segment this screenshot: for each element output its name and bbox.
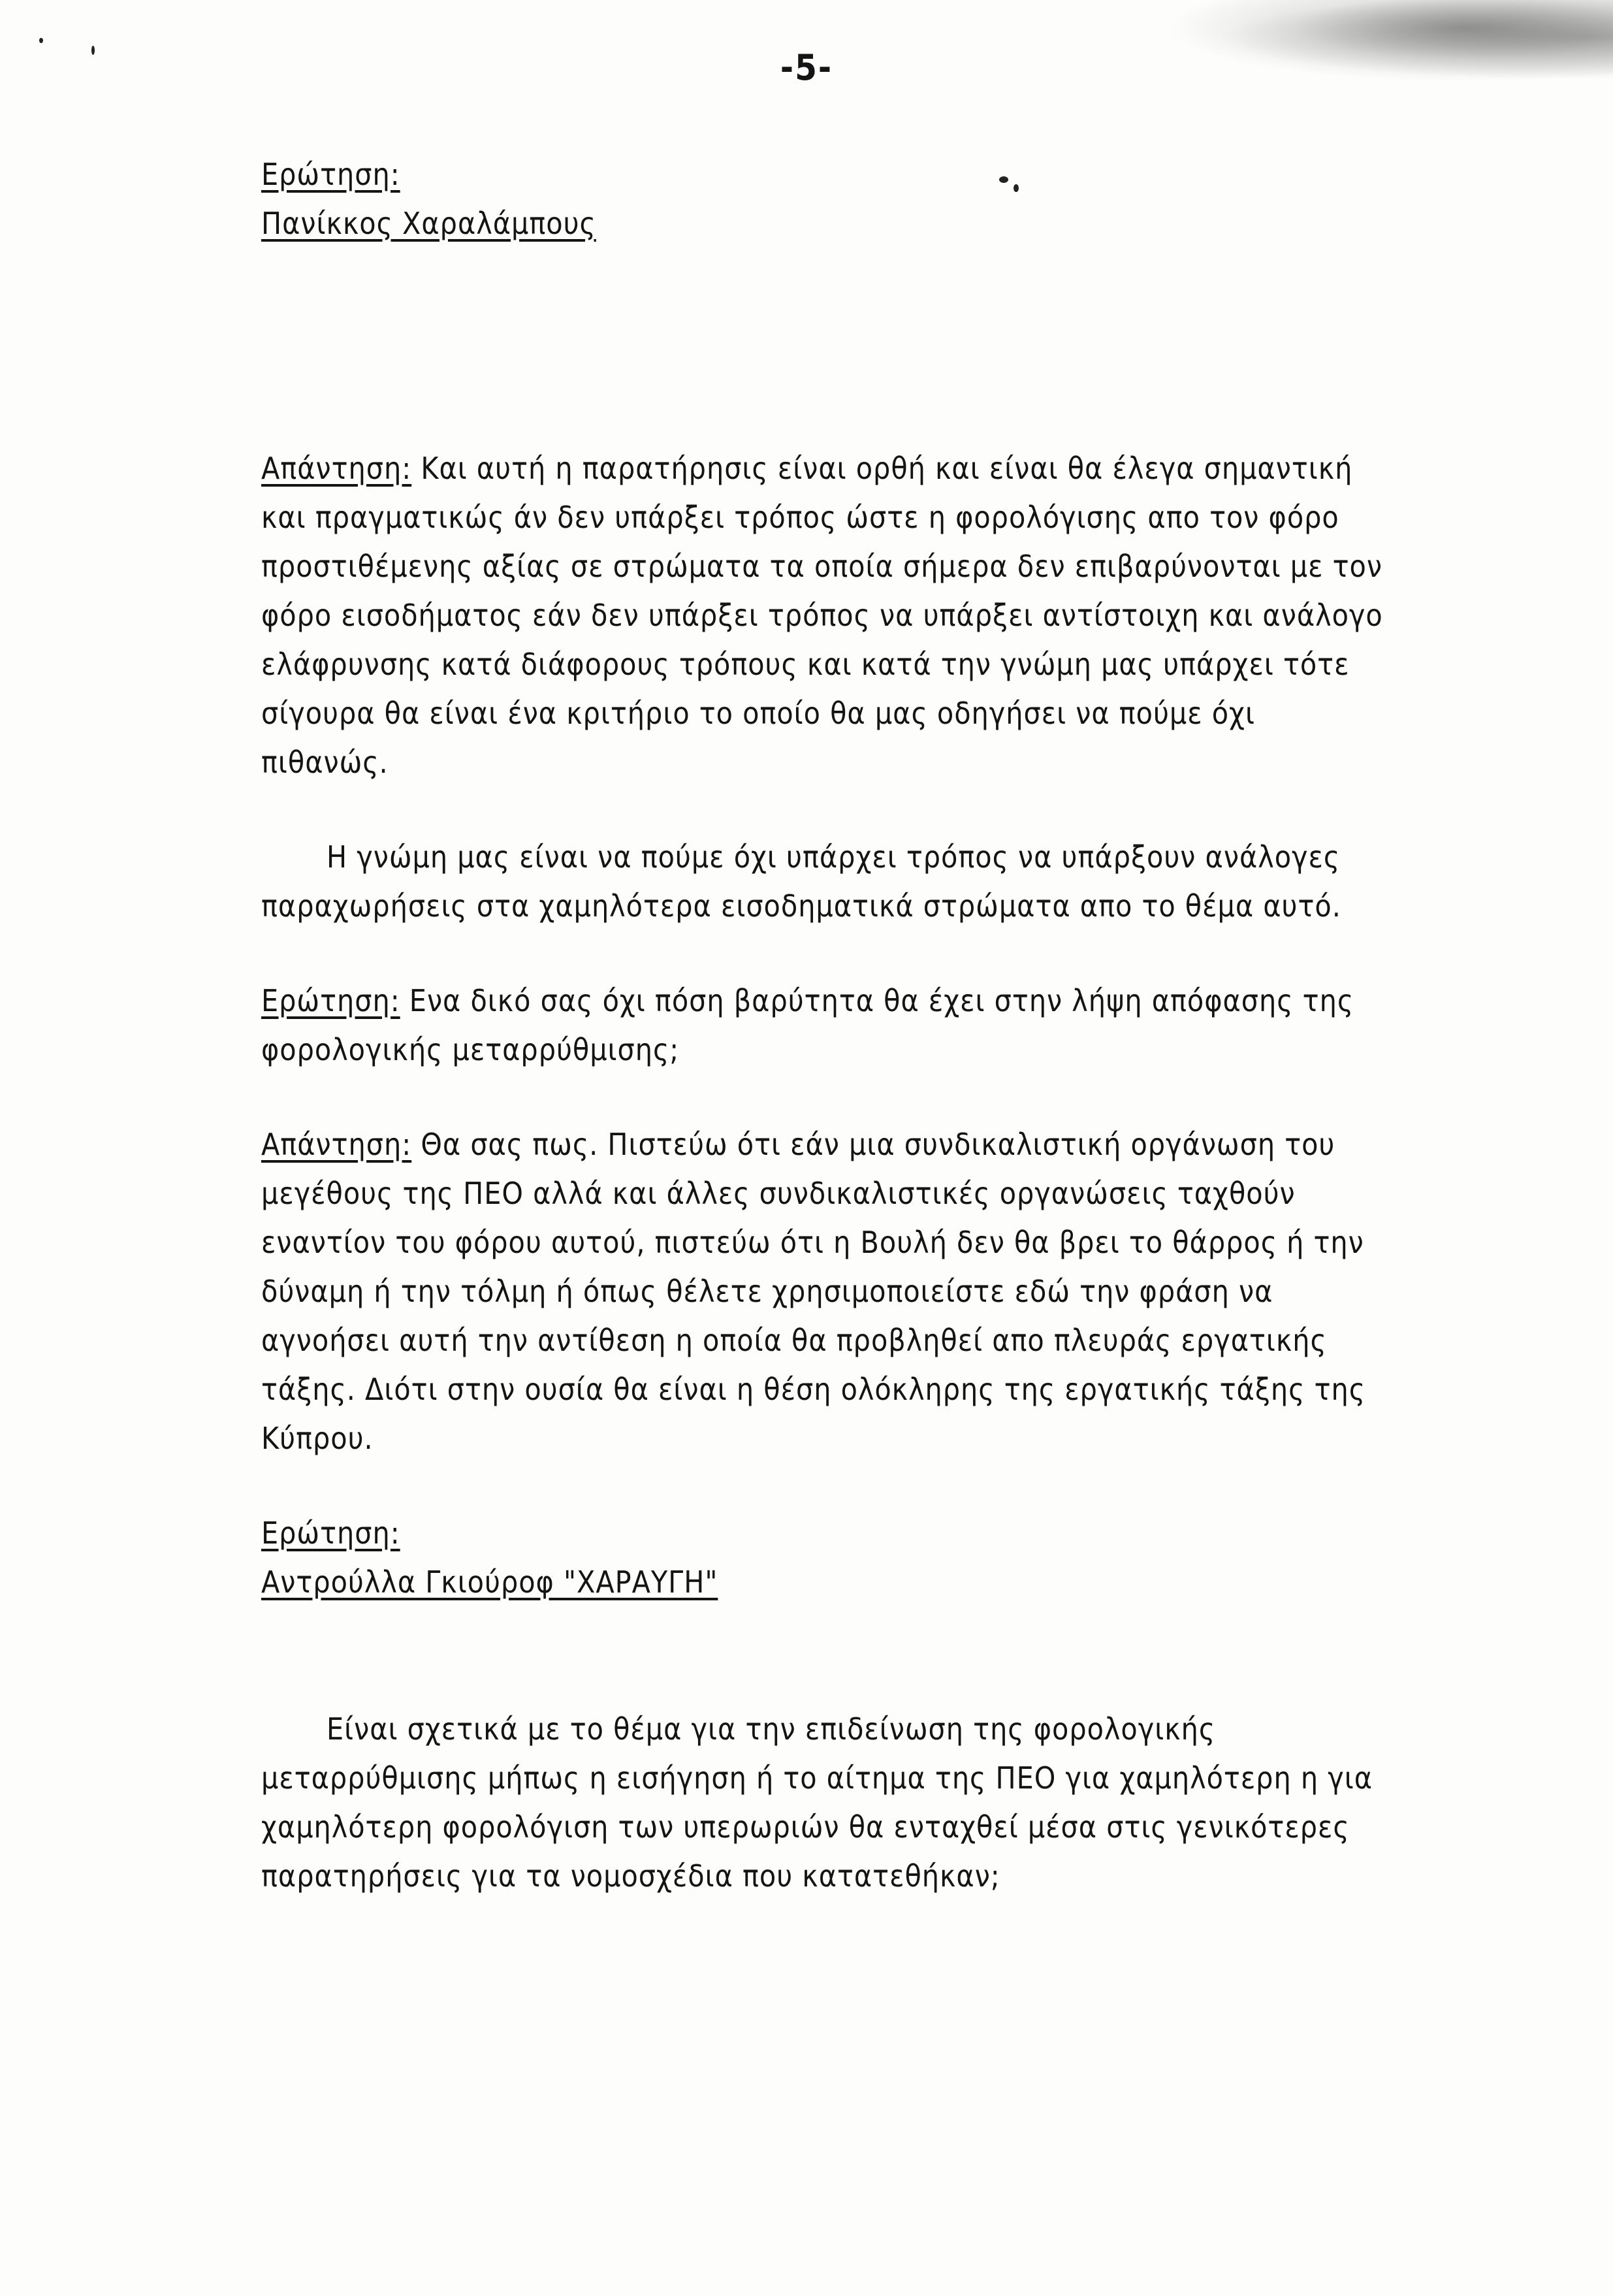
question-text: Ενα δικό σας όχι πόση βαρύτητα θα έχει στην λήψη απόφασης της φορολογικής μεταρρύθμισης; [261, 983, 1354, 1067]
question-paragraph [261, 977, 1384, 1075]
speaker-name: Αντρούλλα Γκιούροφ "ΧΑΡΑΥΓΗ" [261, 1564, 718, 1600]
transcript-body [261, 150, 1384, 1901]
question-label: Ερώτηση: [261, 1515, 400, 1551]
body-paragraph: Είναι σχετικά με το θέμα για την επιδείνωση της φορολογικής μεταρρύθμισης μήπως η εισήγηση ή το αίτημα της ΠΕΟ για χαμηλότερη η για χαμηλότερη φορολόγιση των υπερωριών θα ενταχθεί μέσα στις γενικότερες παρατηρήσεις για τα νομοσχέδια που κατατεθήκαν; [261, 1711, 1373, 1894]
answer-text: Θα σας πως. Πιστεύω ότι εάν μια συνδικαλιστική οργάνωση του μεγέθους της ΠΕΟ αλλά και άλλες συνδικαλιστικές οργανώσεις ταχθούν εναντίον του φόρου αυτού, πιστεύω ότι η Βουλή δεν θα βρει το θάρρος ή την δύναμη ή την τόλμη ή όπως θέλετε χρησιμοποιείστε εδώ την φράση να αγνοήσει αυτή την αντίθεση η οποία θα προβληθεί απο πλευράς εργατικής τάξης. Διότι στην ουσία θα είναι η θέση ολόκληρης της εργατικής τάξης της Κύπρου. [261, 1127, 1365, 1456]
answer-label: Απάντηση: [261, 451, 412, 486]
answer-paragraph [261, 1120, 1384, 1463]
speaker-name: Πανίκκος Χαραλάμπους [261, 206, 596, 241]
answer-label: Απάντηση: [261, 1127, 412, 1162]
answer-paragraph [261, 444, 1384, 787]
question-label: Ερώτηση: [261, 983, 400, 1018]
body-paragraph: Η γνώμη μας είναι να πούμε όχι υπάρχει τρόπος να υπάρξουν ανάλογες παραχωρήσεις στα χαμηλότερα εισοδηματικά στρώματα απο το θέμα αυτό. [261, 839, 1341, 924]
answer-text: Και αυτή η παρατήρησις είναι ορθή και είναι θα έλεγα σημαντική και πραγματικώς άν δεν υπάρξει τρόπος ώστε η φορολόγισης απο τον φόρο προστιθέμενης αξίας σε στρώματα τα οποία σήμερα δεν επιβαρύνονται με τον φόρο εισοδήματος εάν δεν υπάρξει τρόπος να υπάρξει αντίστοιχη και ανάλογο ελάφρυνσης κατά διάφορους τρόπους και κατά την γνώμη μας υπάρχει τότε σίγουρα θα είναι ένα κριτήριο το οποίο θα μας οδηγήσει να πούμε όχι πιθανώς. [261, 451, 1383, 780]
question-header-block [261, 150, 1384, 248]
scan-dot [39, 38, 43, 43]
page-number: -5- [780, 47, 833, 88]
question-header-block [261, 1509, 1384, 1607]
question-label: Ερώτηση: [261, 157, 400, 192]
